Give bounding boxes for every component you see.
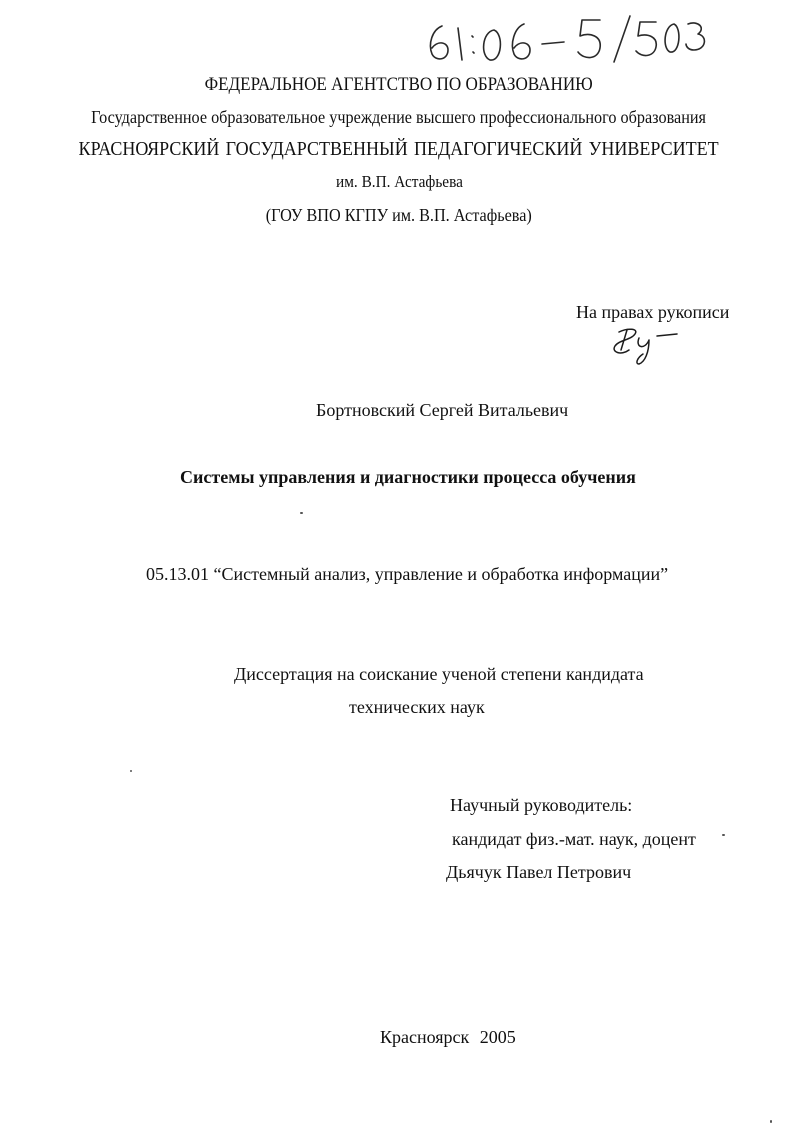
handwritten-archive-number (418, 6, 708, 66)
university-abbreviation (0, 205, 798, 226)
university-name (0, 138, 798, 161)
university-named-after-text: им. В.П. Астафьева (335, 172, 463, 191)
scan-speck (300, 512, 303, 514)
agency-name (0, 74, 798, 96)
supervisor-label: Научный руководитель: (450, 795, 633, 815)
supervisor-name: Дьячук Павел Петрович (446, 862, 632, 882)
dissertation-title: Системы управления и диагностики процесса обучения (180, 467, 636, 487)
scan-speck (722, 834, 725, 836)
specialty-code: 05.13.01 “Системный анализ, управление и обработка информации” (146, 564, 669, 584)
supervisor-degree: кандидат физ.-мат. наук, доцент (452, 829, 696, 849)
scan-speck (130, 770, 132, 772)
author-name: Бортновский Сергей Витальевич (316, 400, 569, 420)
institution-type-text: Государственное образовательное учреждение высшего профессионального образования (91, 107, 707, 127)
scan-speck (770, 1120, 772, 1123)
university-name-text: КРАСНОЯРСКИЙ ГОСУДАРСТВЕННЫЙ ПЕДАГОГИЧЕСКИЙ УНИВЕРСИТЕТ (78, 138, 720, 160)
dissertation-degree-line1: Диссертация на соискание ученой степени кандидата (234, 664, 644, 684)
rights-notice: На правах рукописи (576, 302, 730, 322)
institution-type (0, 107, 798, 128)
university-named-after (0, 172, 798, 192)
handwritten-signature (605, 322, 695, 366)
city-year: Красноярск 2005 (380, 1027, 516, 1047)
dissertation-degree-line2: технических наук (349, 697, 485, 717)
agency-name-text: ФЕДЕРАЛЬНОЕ АГЕНТСТВО ПО ОБРАЗОВАНИЮ (204, 74, 594, 95)
university-abbreviation-text: (ГОУ ВПО КГПУ им. В.П. Астафьева) (265, 205, 533, 225)
